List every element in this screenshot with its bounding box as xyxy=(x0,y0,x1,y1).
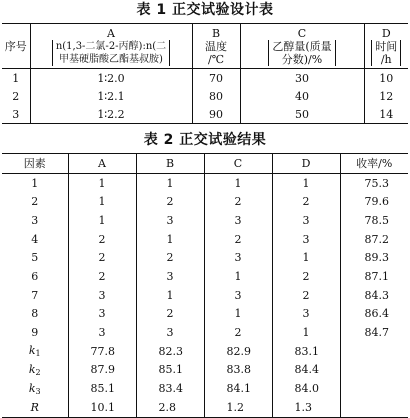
cell-c: 83.8 xyxy=(204,361,272,380)
header-d-desc xyxy=(371,40,401,66)
table-row xyxy=(2,323,408,342)
table-row xyxy=(2,173,408,192)
cell-c: 84.1 xyxy=(204,379,272,398)
k-symbol: k xyxy=(28,362,36,376)
cell-factor: 1 xyxy=(31,176,39,190)
header-c xyxy=(240,24,364,69)
header-b-letter: B xyxy=(211,26,221,40)
cell-b: 1 xyxy=(136,286,204,305)
cell-c: 2 xyxy=(204,192,272,211)
cell-k-label xyxy=(2,379,68,398)
cell-c: 50 xyxy=(240,105,364,124)
header-b-line1: 温度 xyxy=(205,39,227,53)
orthogonal-design-table xyxy=(2,23,408,124)
cell-yield: 79.6 xyxy=(340,192,408,211)
cell-b: 2 xyxy=(136,192,204,211)
header-d xyxy=(364,24,408,69)
cell-c: 3 xyxy=(204,286,272,305)
k-subscript: 1 xyxy=(35,349,41,359)
cell-a: 3 xyxy=(68,286,136,305)
cell-factor: 5 xyxy=(31,251,39,265)
table-row xyxy=(2,105,408,124)
table2-header-row xyxy=(2,154,408,174)
orthogonal-results-table xyxy=(2,153,408,418)
cell-a: 2 xyxy=(68,230,136,249)
header-b xyxy=(192,24,240,69)
cell-factor: 7 xyxy=(31,288,39,302)
cell-d: 84.4 xyxy=(272,361,340,380)
header-factor: 因素 xyxy=(2,154,68,174)
header-a-desc xyxy=(52,40,170,66)
table-row xyxy=(2,230,408,249)
cell-seq: 3 xyxy=(12,107,20,121)
header-c-line2: 分数)/% xyxy=(281,52,323,66)
cell-b: 82.3 xyxy=(136,342,204,361)
header-a-line2: 甲基硬脂酸乙酯基叔胺) xyxy=(59,53,163,65)
cell-a: 1∶2.2 xyxy=(30,105,192,124)
header-d-letter: D xyxy=(381,26,391,40)
cell-a: 1∶2.0 xyxy=(30,69,192,88)
cell-b: 70 xyxy=(192,69,240,88)
k-subscript: 3 xyxy=(35,386,41,396)
cell-a: 3 xyxy=(68,323,136,342)
cell-d: 2 xyxy=(272,286,340,305)
cell-d: 14 xyxy=(364,105,408,124)
cell-b: 90 xyxy=(192,105,240,124)
cell-a: 1 xyxy=(68,211,136,230)
cell-c: 1 xyxy=(204,305,272,324)
cell-c: 82.9 xyxy=(204,342,272,361)
cell-yield: 84.7 xyxy=(340,323,408,342)
cell-b: 1 xyxy=(136,173,204,192)
table-row xyxy=(2,305,408,324)
cell-a: 2 xyxy=(68,248,136,267)
cell-a: 87.9 xyxy=(68,361,136,380)
cell-factor: 4 xyxy=(31,232,39,246)
table1-header-row xyxy=(2,24,408,69)
cell-d: 1.3 xyxy=(272,398,340,417)
cell-d: 84.0 xyxy=(272,379,340,398)
cell-k-label xyxy=(2,342,68,361)
header-d-line2: /h xyxy=(380,52,392,66)
header-c-line1: 乙醇量(质量 xyxy=(272,39,332,53)
cell-k-label xyxy=(2,361,68,380)
cell-c: 2 xyxy=(204,230,272,249)
cell-factor: 6 xyxy=(31,269,39,283)
k-row xyxy=(2,342,408,361)
r-row xyxy=(2,398,408,417)
cell-c: 40 xyxy=(240,87,364,105)
cell-yield: 87.1 xyxy=(340,267,408,286)
cell-c: 2 xyxy=(204,323,272,342)
cell-a: 3 xyxy=(68,305,136,324)
cell-a: 1∶2.1 xyxy=(30,87,192,105)
cell-d: 3 xyxy=(272,230,340,249)
table1-caption: 表 1 正交试验设计表 xyxy=(136,2,274,18)
cell-c: 3 xyxy=(204,248,272,267)
header-a: A xyxy=(68,154,136,174)
cell-c: 1 xyxy=(204,173,272,192)
cell-yield: 87.2 xyxy=(340,230,408,249)
header-a xyxy=(30,24,192,69)
cell-empty xyxy=(340,379,408,398)
cell-a: 1 xyxy=(68,192,136,211)
table-row xyxy=(2,69,408,88)
cell-d: 1 xyxy=(272,248,340,267)
cell-d: 1 xyxy=(272,173,340,192)
cell-yield: 75.3 xyxy=(340,173,408,192)
k-symbol: k xyxy=(28,381,36,395)
table-row xyxy=(2,286,408,305)
cell-seq: 2 xyxy=(12,89,20,103)
header-a-line1: n(1,3-二氯-2-丙醇):n(二 xyxy=(55,40,167,52)
header-b: B xyxy=(136,154,204,174)
cell-empty xyxy=(340,398,408,417)
cell-a: 77.8 xyxy=(68,342,136,361)
cell-c: 1 xyxy=(204,267,272,286)
header-c: C xyxy=(204,154,272,174)
cell-d: 1 xyxy=(272,323,340,342)
cell-d: 3 xyxy=(272,211,340,230)
table-row xyxy=(2,87,408,105)
cell-yield: 86.4 xyxy=(340,305,408,324)
cell-c: 30 xyxy=(240,69,364,88)
cell-yield: 89.3 xyxy=(340,248,408,267)
cell-b: 3 xyxy=(136,211,204,230)
cell-a: 1 xyxy=(68,173,136,192)
k-row xyxy=(2,379,408,398)
cell-r-label: R xyxy=(30,400,39,414)
cell-empty xyxy=(340,342,408,361)
k-row xyxy=(2,361,408,380)
cell-factor: 8 xyxy=(31,307,39,321)
header-seq: 序号 xyxy=(2,24,30,69)
cell-b: 83.4 xyxy=(136,379,204,398)
cell-b: 85.1 xyxy=(136,361,204,380)
cell-factor: 2 xyxy=(31,195,39,209)
header-b-line2: /℃ xyxy=(207,52,224,66)
cell-a: 2 xyxy=(68,267,136,286)
header-d-line1: 时间 xyxy=(375,39,398,53)
cell-b: 2 xyxy=(136,305,204,324)
table2-caption: 表 2 正交试验结果 xyxy=(143,132,267,148)
cell-c: 3 xyxy=(204,211,272,230)
cell-d: 12 xyxy=(364,87,408,105)
table-row xyxy=(2,248,408,267)
cell-b: 2 xyxy=(136,248,204,267)
header-a-letter: A xyxy=(107,26,115,40)
table-row xyxy=(2,211,408,230)
cell-d: 2 xyxy=(272,192,340,211)
cell-d: 3 xyxy=(272,305,340,324)
table-row xyxy=(2,192,408,211)
cell-b: 2.8 xyxy=(136,398,204,417)
cell-a: 10.1 xyxy=(68,398,136,417)
cell-b: 3 xyxy=(136,323,204,342)
cell-seq: 1 xyxy=(12,71,20,85)
cell-b: 1 xyxy=(136,230,204,249)
k-subscript: 2 xyxy=(35,367,41,377)
cell-yield: 84.3 xyxy=(340,286,408,305)
cell-d: 10 xyxy=(364,69,408,88)
header-c-desc xyxy=(268,40,335,66)
cell-b: 80 xyxy=(192,87,240,105)
cell-yield: 78.5 xyxy=(340,211,408,230)
cell-a: 85.1 xyxy=(68,379,136,398)
cell-d: 83.1 xyxy=(272,342,340,361)
cell-c: 1.2 xyxy=(204,398,272,417)
header-d: D xyxy=(272,154,340,174)
cell-factor: 9 xyxy=(31,326,39,340)
cell-empty xyxy=(340,361,408,380)
k-symbol: k xyxy=(28,344,36,358)
table-row xyxy=(2,267,408,286)
cell-b: 3 xyxy=(136,267,204,286)
cell-d: 2 xyxy=(272,267,340,286)
header-c-letter: C xyxy=(297,26,307,40)
cell-factor: 3 xyxy=(31,213,39,227)
header-yield: 收率/% xyxy=(340,154,408,174)
